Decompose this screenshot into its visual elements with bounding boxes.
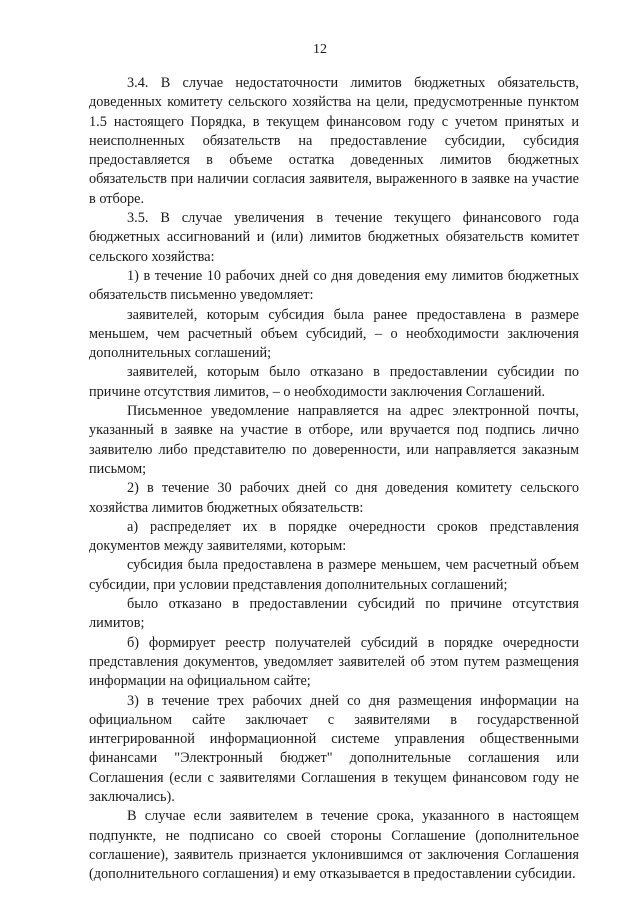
paragraph-written-notice: Письменное уведомление направляется на адрес электронной почты, указанный в заявке на участие в отборе, или вручается под подпись лично заявителю либо представителю по доверенности, или направляется заказным письмом; <box>89 403 579 477</box>
paragraph-3-4: 3.4. В случае недостаточности лимитов бюджетных обязательств, доведенных комитету сельского хозяйства на цели, предусмотренные пунктом 1.5 настоящего Порядка, в текущем финансовом году с учетом принятых и неисполненных обязательств на предоставление субсидии, субсидия предоставляется в объеме остатка доведенных лимитов бюджетных обязательств при наличии согласия заявителя, выраженного в заявке на участие в отборе. <box>89 75 579 207</box>
paragraph-item-1: 1) в течение 10 рабочих дней со дня доведения ему лимитов бюджетных обязательств письменно уведомляет: <box>89 267 579 304</box>
document-body <box>89 74 579 884</box>
paragraph-item-2: 2) в течение 30 рабочих дней со дня доведения комитету сельского хозяйства лимитов бюджетных обязательств: <box>89 480 579 516</box>
paragraph-item-2a: а) распределяет их в порядке очередности сроков представления документов между заявителями, которым: <box>89 518 579 555</box>
paragraph-item-1-refused: заявителей, которым было отказано в предоставлении субсидии по причине отсутствия лимитов, – о необходимости заключения Соглашений. <box>89 364 579 400</box>
paragraph-item-2a-reduced: субсидия была предоставлена в размере меньшем, чем расчетный объем субсидии, при условии представления дополнительных соглашений; <box>89 557 579 593</box>
paragraph-item-3: 3) в течение трех рабочих дней со дня размещения информации на официальном сайте заключает с заявителями в государственной интегрированной информационной системе управления общественными финансами "Электронный бюджет" дополнительные соглашения или Соглашения (если с заявителями Соглашения в текущем финансовом году не заключались). <box>89 692 579 805</box>
paragraph-item-1-reduced-subsidy: заявителей, которым субсидия была ранее предоставлена в размере меньшем, чем расчетный объем субсидий, – о необходимости заключения дополнительных соглашений; <box>89 306 579 362</box>
paragraph-evasion: В случае если заявителем в течение срока, указанного в настоящем подпункте, не подписано со своей стороны Соглашение (дополнительное соглашение), заявитель признается уклонившимся от заключения Соглашения (дополнительного соглашения) и ему отказывается в предоставлении субсидии. <box>89 808 579 883</box>
paragraph-item-2a-refused: было отказано в предоставлении субсидий по причине отсутствия лимитов; <box>89 596 579 632</box>
paragraph-item-2b: б) формирует реестр получателей субсидий в порядке очередности представления документов, уведомляет заявителей об этом путем размещения информации на официальном сайте; <box>89 634 579 690</box>
paragraph-3-5: 3.5. В случае увеличения в течение текущего финансового года бюджетных ассигнований и (или) лимитов бюджетных обязательств комитет сельского хозяйства: <box>89 210 579 265</box>
page-number: 12 <box>313 42 327 57</box>
